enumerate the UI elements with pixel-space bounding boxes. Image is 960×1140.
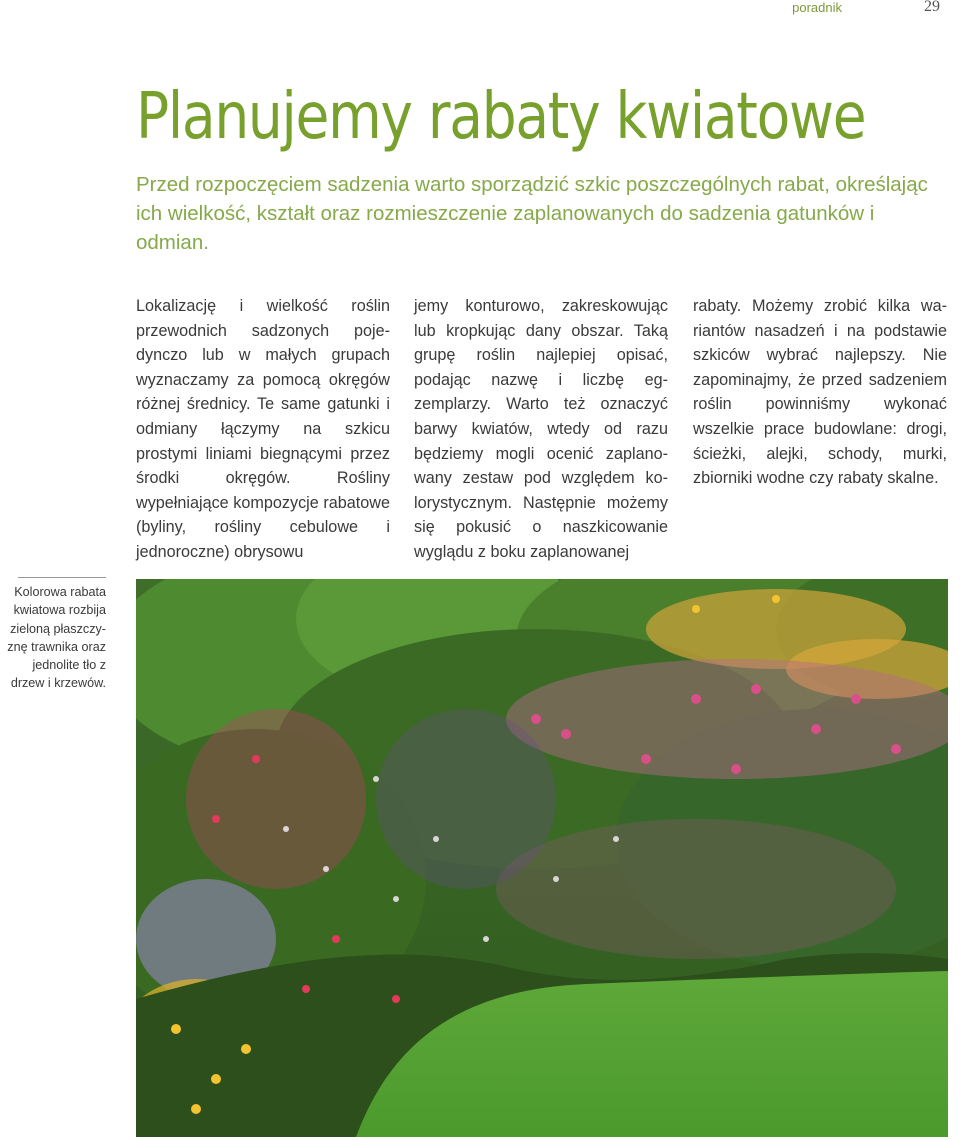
section-label: poradnik <box>792 0 842 15</box>
article-title: Planujemy rabaty kwiatowe <box>136 80 866 154</box>
body-column-1: Lokalizację i wielkość roślin przewodnich sadzonych pojedynczo lub w małych grupach wyznaczamy za pomocą okręgów różnej średnicy. Te same gatunki i odmiany łączymy na szkicu prostymi liniami biegnącymi przez środki okręgów. Rośliny wypełniające kompozycje rabatowe (byliny, rośliny cebulowe i jednoroczne) obrysowu <box>136 297 390 561</box>
page-number: 29 <box>924 0 940 15</box>
flower-bed-photo <box>136 579 948 1137</box>
flower-bed-illustration <box>136 579 948 1137</box>
article-lead: Przed rozpoczęciem sadzenia warto sporządzić szkic poszczególnych rabat, określając ich wielkość, kształt oraz rozmieszczenie zaplanowanych do sadzenia gatunków i odmian. <box>136 173 928 254</box>
figure-caption: Kolorowa rabata kwiatowa rozbija zieloną płaszczyznę trawnika oraz jednolite tło z drzew i krzewów. <box>7 585 106 691</box>
caption-divider <box>18 577 106 578</box>
body-column-3: rabaty. Możemy zrobić kilka wariantów nasadzeń i na podstawie szkiców wybrać najlepszy. Nie zapominajmy, że przed sadzeniem roślin powinniśmy wykonać wszelkie prace budowlane: drogi, ścieżki, alejki, schody, murki, zbiorniki wodne czy rabaty skalne. <box>693 297 947 488</box>
body-column-2: jemy konturowo, zakreskowując lub kropkując dany obszar. Taką grupę roślin najlepiej opisać, podając nazwę i liczbę egzemplarzy. Warto też oznaczyć barwy kwiatów, wtedy od razu będziemy mogli ocenić zaplanowany zestaw pod względem kolorystycznym. Następnie możemy się pokusić o naszkicowanie wyglądu z boku zaplanowanej <box>414 297 668 561</box>
